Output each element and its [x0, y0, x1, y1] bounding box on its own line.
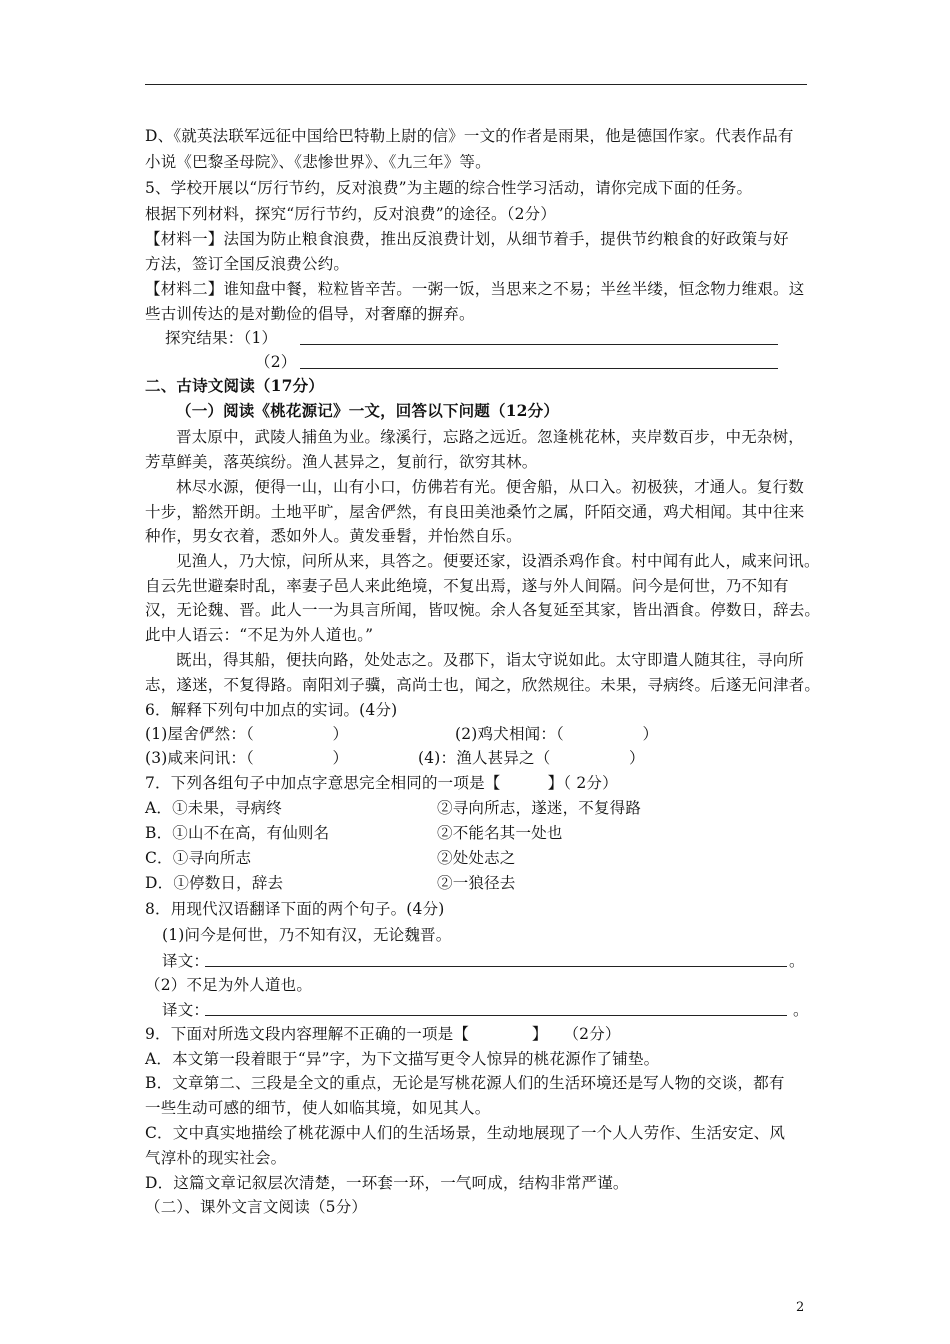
q8-sentence-1: (1)问今是何世，乃不知有汉，无论魏晋。	[162, 926, 452, 944]
passage-line: 十步，豁然开朗。土地平旷，屋舍俨然，有良田美池桑竹之属，阡陌交通，鸡犬相闻。其中往来	[145, 503, 805, 521]
section-heading: 二、古诗文阅读（17分）	[145, 376, 324, 395]
passage-line: 芳草鲜美，落英缤纷。渔人甚异之，复前行，欲穷其林。	[145, 453, 538, 471]
q6-item-2: (2)鸡犬相闻：（ ）	[455, 725, 659, 743]
answer-label-1	[165, 328, 277, 348]
text-line: 些古训传达的是对勤俭的倡导，对奢靡的摒弃。	[145, 305, 475, 323]
passage-line: 自云先世避秦时乱，率妻子邑人来此绝境，不复出焉，遂与外人间隔。问今是何世，乃不知有	[145, 577, 789, 595]
q7-option-b-2: ②不能名其一处也	[437, 824, 563, 842]
q8-translation-label-2: 译文：	[162, 1001, 210, 1019]
q7-option-c-2: ②处处志之	[437, 849, 516, 867]
question-9-stem: 9．下面对所选文段内容理解不正确的一项是【 】 （2分）	[145, 1025, 621, 1043]
q8-period-1: 。	[789, 952, 805, 970]
passage-line: 志，遂迷，不复得路。南阳刘子骥，高尚士也，闻之，欣然规往。未果，寻病终。后遂无问津者。	[145, 676, 821, 694]
q7-option-b-1: B．①山不在高，有仙则名	[145, 824, 330, 842]
q9-option-a: A．本文第一段着眼于“异”字，为下文描写更令人惊异的桃花源作了铺垫。	[145, 1050, 660, 1068]
q7-option-d-2: ②一狼径去	[437, 874, 516, 892]
text-line: 小说《巴黎圣母院》、《悲惨世界》、《九三年》等。	[145, 153, 491, 171]
q9-option-b: B．文章第二、三段是全文的重点，无论是写桃花源人们的生活环境还是写人物的交谈，都有	[145, 1074, 785, 1092]
answer-label-2: （2）	[255, 353, 297, 371]
passage-line: 见渔人，乃大惊，问所从来，具答之。便要还家，设酒杀鸡作食。村中闻有此人，咸来问讯。	[176, 552, 820, 570]
q7-option-c-1: C．①寻向所志	[145, 849, 252, 867]
answer-label-1-text: 探究结果：（1）	[165, 329, 278, 347]
q7-option-a-2: ②寻向所志，遂迷，不复得路	[437, 799, 642, 817]
q9-option-d: D．这篇文章记叙层次清楚，一环套一环，一气呵成，结构非常严谨。	[145, 1174, 629, 1192]
q6-item-3: (3)咸来问讯：（ ）	[145, 749, 349, 767]
header-rule	[145, 84, 807, 85]
text-line: D、《就英法联军远征中国给巴特勒上尉的信》一文的作者是雨果，他是德国作家。代表作品有	[145, 127, 794, 145]
q9-option-c-cont: 气淳朴的现实社会。	[145, 1149, 287, 1167]
question-6-stem: 6．解释下列句中加点的实词。(4分)	[145, 701, 398, 719]
q6-item-1: (1)屋舍俨然：（ ）	[145, 725, 349, 743]
q8-translation-line-1[interactable]	[205, 966, 787, 967]
text-line: 方法，签订全国反浪费公约。	[145, 255, 350, 273]
q8-sentence-2: （2）不足为外人道也。	[145, 976, 313, 994]
passage-line: 晋太原中，武陵人捕鱼为业。缘溪行，忘路之远近。忽逢桃花林，夹岸数百步，中无杂树，	[176, 428, 805, 446]
passage-line: 此中人语云：“不足为外人道也。”	[145, 626, 374, 644]
passage-line: 汉，无论魏、晋。此人一一为具言所闻，皆叹惋。余人各复延至其家，皆出酒食。停数日，辞去。	[145, 601, 821, 619]
q8-translation-label-1: 译文：	[162, 952, 210, 970]
passage-line: 既出，得其船，便扶向路，处处志之。及郡下，诣太守说如此。太守即遣人随其往，寻向所	[176, 651, 805, 669]
q8-translation-line-2[interactable]	[205, 1015, 787, 1016]
material-2: 【材料二】谁知盘中餐，粒粒皆辛苦。一粥一饭，当思来之不易；半丝半缕，恒念物力维艰。这	[145, 280, 805, 298]
page-number: 2	[796, 1300, 805, 1315]
q7-option-d-1: D．①停数日，辞去	[145, 874, 284, 892]
q8-period-2: 。	[793, 1001, 809, 1019]
answer-line-1[interactable]	[300, 344, 778, 345]
subsection-heading: （一）阅读《桃花源记》一文，回答以下问题（12分）	[176, 401, 560, 420]
passage-line: 种作，男女衣着，悉如外人。黄发垂髫，并怡然自乐。	[145, 527, 522, 545]
q9-option-b-cont: 一些生动可感的细节，使人如临其境，如见其人。	[145, 1099, 491, 1117]
question-8-stem: 8．用现代汉语翻译下面的两个句子。(4分)	[145, 900, 445, 918]
question-7-stem: 7．下列各组句子中加点字意思完全相同的一项是【 】（ 2分）	[145, 774, 618, 792]
question-5-stem: 5、学校开展以“厉行节约，反对浪费”为主题的综合性学习活动，请你完成下面的任务。	[145, 179, 753, 197]
q6-item-4: (4)：渔人甚异之（ ）	[418, 749, 645, 767]
passage-line: 林尽水源，便得一山，山有小口，仿佛若有光。便舍船，从口入。初极狭，才通人。复行数	[176, 478, 805, 496]
text-line: 根据下列材料，探究“厉行节约，反对浪费”的途径。（2分）	[145, 205, 557, 223]
subsection-heading-2: （二）、课外文言文阅读（5分）	[145, 1198, 368, 1216]
material-1: 【材料一】法国为防止粮食浪费，推出反浪费计划，从细节着手，提供节约粮食的好政策与好	[145, 230, 789, 248]
q7-option-a-1: A．①未果，寻病终	[145, 799, 282, 817]
q9-option-c: C．文中真实地描绘了桃花源中人们的生活场景，生动地展现了一个人人劳作、生活安定、风	[145, 1124, 786, 1142]
answer-line-2[interactable]	[300, 368, 778, 369]
